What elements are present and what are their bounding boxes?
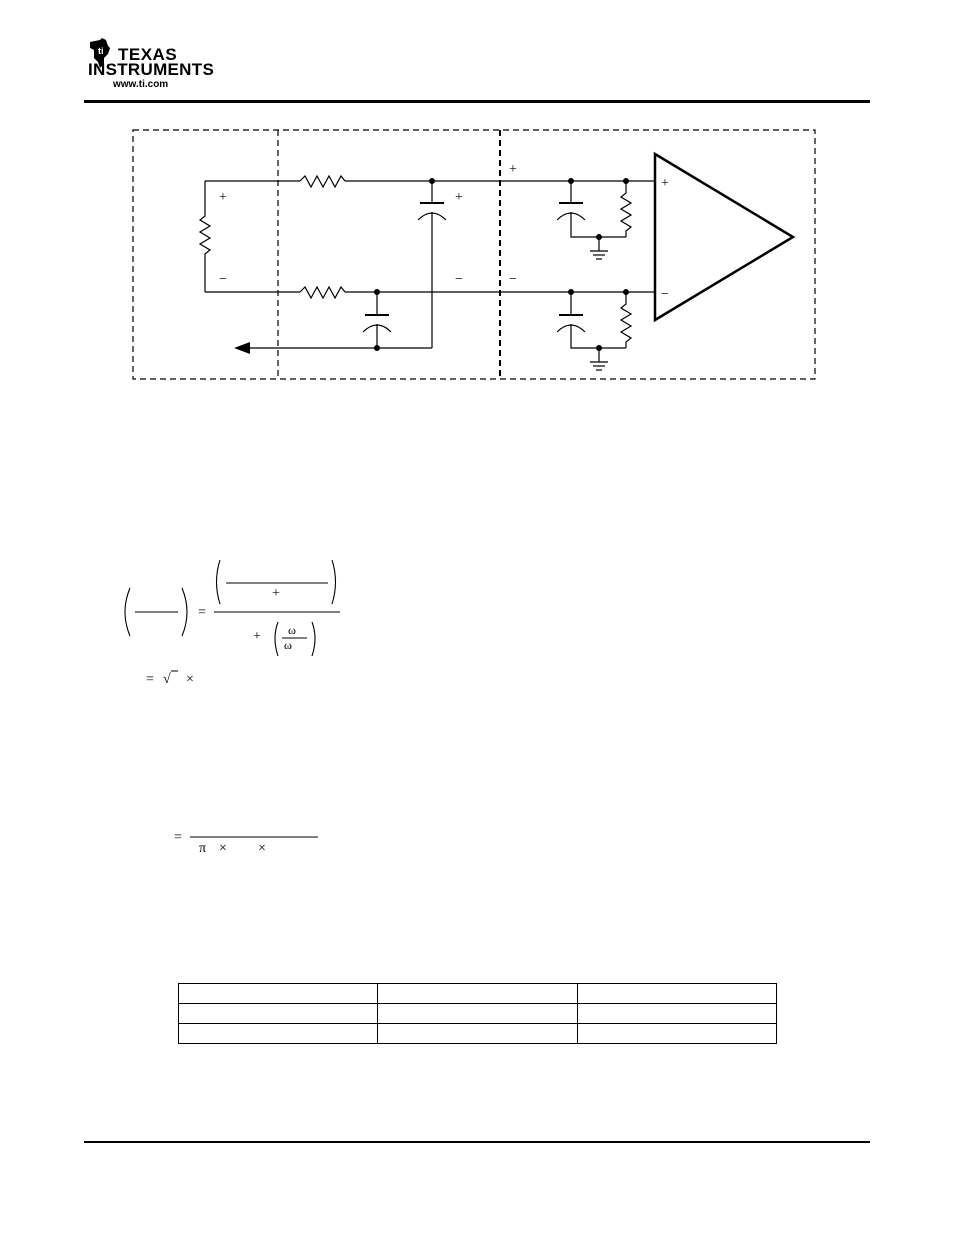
source-minus-sign: − bbox=[219, 272, 227, 287]
source-resistor bbox=[200, 181, 210, 292]
equation-transfer-function bbox=[110, 552, 370, 692]
input-minus-sign: − bbox=[509, 272, 517, 287]
series-resistor-bottom bbox=[300, 287, 345, 298]
table-row bbox=[179, 984, 777, 1004]
table-cell bbox=[179, 1004, 378, 1024]
eq2-times-2: × bbox=[258, 841, 266, 856]
amp-plus-sign: + bbox=[661, 176, 669, 191]
left-paren bbox=[125, 588, 130, 636]
source-plus-sign: + bbox=[219, 190, 227, 205]
component-table bbox=[178, 983, 777, 1044]
svg-text:ti: ti bbox=[98, 46, 104, 56]
cap-plus-sign: + bbox=[455, 190, 463, 205]
table-cell bbox=[577, 1004, 776, 1024]
equation-cutoff-frequency bbox=[170, 824, 330, 864]
eq1-equals-2: = bbox=[146, 672, 154, 687]
logo-text-instruments: INSTRUMENTS bbox=[88, 60, 215, 79]
input-plus-sign: + bbox=[509, 162, 517, 177]
footer-rule bbox=[84, 1141, 870, 1143]
series-resistor-top bbox=[300, 176, 345, 187]
eq1-equals: = bbox=[198, 605, 206, 620]
eq2-equals: = bbox=[174, 830, 182, 845]
eq2-pi: π bbox=[199, 841, 207, 856]
table-cell bbox=[179, 984, 378, 1004]
eq1-plus-top: + bbox=[272, 586, 280, 601]
input-resistor-bottom bbox=[621, 292, 631, 348]
input-resistor-top bbox=[621, 181, 631, 237]
website-link[interactable]: www.ti.com bbox=[113, 79, 169, 90]
eq1-plus-bottom: + bbox=[253, 629, 261, 644]
right-paren bbox=[182, 588, 187, 636]
eq1-omega-top: ω bbox=[288, 623, 296, 637]
eq1-sqrt: √ bbox=[163, 672, 171, 687]
table-cell bbox=[378, 984, 577, 1004]
table-cell bbox=[577, 1024, 776, 1044]
table-row bbox=[179, 1024, 777, 1044]
cap-minus-sign: − bbox=[455, 272, 463, 287]
table-cell bbox=[179, 1024, 378, 1044]
amplifier-triangle bbox=[655, 154, 793, 320]
eq1-times: × bbox=[186, 672, 194, 687]
eq1-omega-bottom: ω bbox=[284, 638, 292, 652]
amp-minus-sign: − bbox=[661, 287, 669, 302]
table-row bbox=[179, 1004, 777, 1024]
table-cell bbox=[577, 984, 776, 1004]
logo-text-texas: TEXAS bbox=[118, 45, 178, 64]
table-cell bbox=[378, 1004, 577, 1024]
schematic-outer-box bbox=[133, 130, 815, 379]
table-cell bbox=[378, 1024, 577, 1044]
ground-arrow bbox=[234, 342, 250, 354]
eq2-times-1: × bbox=[219, 841, 227, 856]
